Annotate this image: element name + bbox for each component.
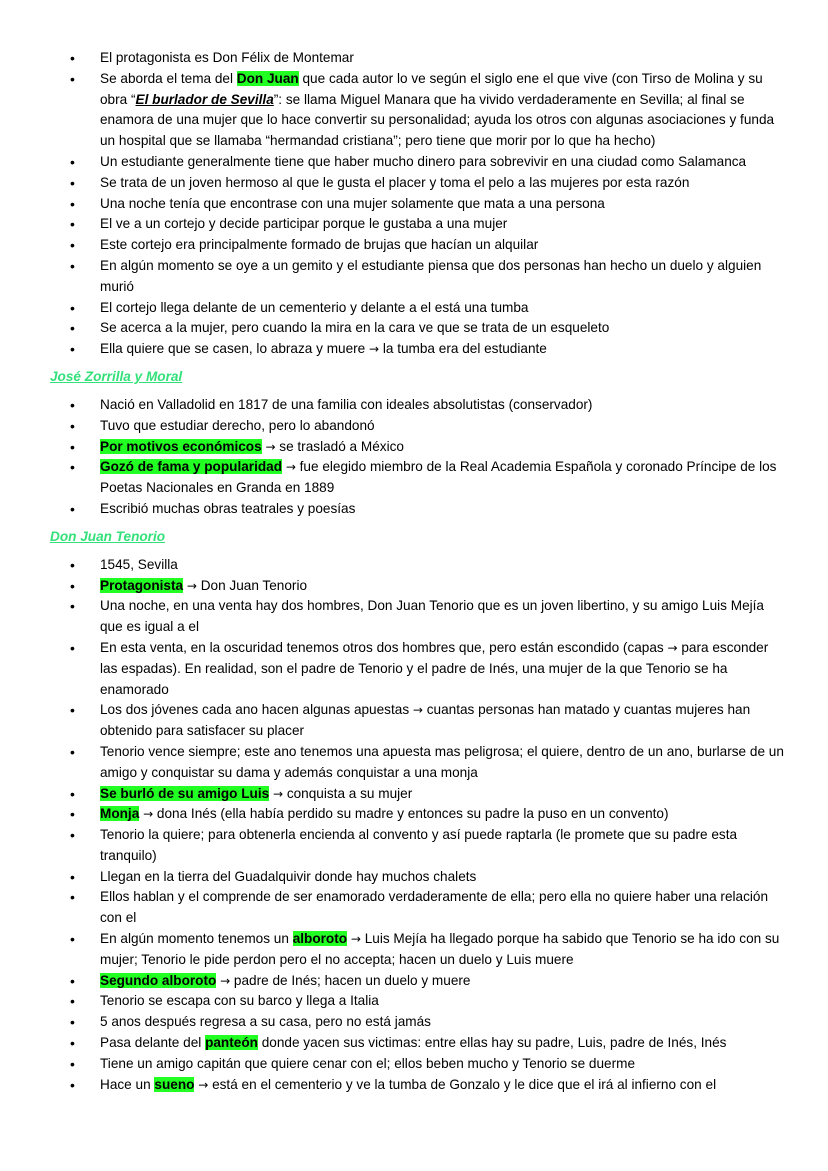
text-run: 1545, Sevilla	[100, 556, 178, 572]
text-run: que cada autor lo ve según el siglo ene el que vive (con Tirso de Molina y su obra “	[100, 70, 763, 107]
text-run: Don Juan Tenorio	[196, 577, 308, 593]
text-run: conquista a su mujer	[283, 785, 413, 801]
highlighted-term: Segundo alboroto	[100, 972, 217, 988]
bullet-list-don-felix	[70, 48, 788, 360]
text-run: En esta venta, en la oscuridad tenemos otros dos hombres que, pero están escondido (capas	[100, 639, 668, 655]
highlighted-term: panteón	[205, 1035, 258, 1051]
text-run: está en el cementerio y ve la tumba de Gonzalo y le dice que el irá al infierno con el	[208, 1076, 717, 1092]
list-item	[70, 555, 788, 576]
text-run: El cortejo llega delante de un cementerio y delante a el está una tumba	[100, 299, 529, 315]
text-run: dona Inés (ella había perdido su madre y entonces su padre la puso en un convento)	[153, 806, 669, 822]
list-item	[70, 416, 788, 437]
text-run: Tenorio vence siempre; este ano tenemos una apuesta mas peligrosa; el quiere, dentro de un ano, burlarse de un amigo y conquistar su dama y además conquistar a una monja	[100, 743, 784, 780]
list-item	[70, 1075, 788, 1096]
arrow-right-icon: →	[412, 703, 423, 718]
text-run: Un estudiante generalmente tiene que haber mucho dinero para sobrevivir en una ciudad como Salamanca	[100, 153, 747, 169]
list-item	[70, 395, 788, 416]
bullet-list-tenorio	[70, 555, 788, 1096]
highlighted-term: sueno	[154, 1076, 195, 1092]
text-run: Una noche, en una venta hay dos hombres, Don Juan Tenorio que es un joven libertino, y su amigo Luis Mejía que es igual a el	[100, 598, 764, 635]
text-run: Tuvo que estudiar derecho, pero lo abandonó	[100, 417, 375, 433]
heading-don-juan-tenorio: Don Juan Tenorio	[50, 528, 166, 544]
text-run: ”: se llama Miguel Manara que ha vivido verdaderamente en Sevilla; al final se enamora de una mujer que lo hace convertir su personalidad; ayuda los otros con algunas asociaciones y funda un hospital que se llamaba “hermandad cristiana”; pero tiene que morir por lo que ha hecho)	[100, 91, 775, 149]
highlighted-term: Se burló de su amigo Luis	[100, 785, 270, 801]
text-run: El protagonista es Don Félix de Montemar	[100, 50, 354, 65]
arrow-right-icon: →	[667, 640, 678, 655]
text-run: para esconder las espadas). En realidad, son el padre de Tenorio y el padre de Inés, una mujer de la que Tenorio se ha enamorado	[100, 639, 769, 697]
text-run: donde yacen sus victimas: entre ellas hay su padre, Luis, padre de Inés, Inés	[257, 1035, 727, 1051]
heading-jose-zorrilla: José Zorrilla y Moral	[50, 368, 183, 384]
list-item	[70, 235, 788, 256]
list-item	[70, 804, 788, 825]
text-run: la tumba era del estudiante	[379, 341, 547, 357]
text-run: Pasa delante del	[100, 1035, 206, 1051]
highlighted-term: Don Juan	[236, 70, 299, 86]
text-run: Escribió muchas obras teatrales y poesías	[100, 500, 356, 516]
list-item	[70, 742, 788, 784]
list-item	[70, 971, 788, 992]
arrow-right-icon: →	[220, 973, 231, 988]
text-run: Llegan en la tierra del Guadalquivir donde hay muchos chalets	[100, 868, 477, 884]
highlighted-term: alboroto	[292, 931, 348, 947]
highlighted-term: Gozó de fama y popularidad	[100, 459, 283, 475]
list-item	[70, 318, 788, 339]
list-item	[70, 991, 788, 1012]
text-run: Se acerca a la mujer, pero cuando la mira en la cara ve que se trata de un esqueleto	[100, 320, 610, 336]
list-item	[70, 825, 788, 867]
text-run: Hace un	[100, 1076, 155, 1092]
list-item	[70, 700, 788, 742]
arrow-right-icon: →	[272, 786, 284, 801]
list-item	[70, 152, 788, 173]
list-item	[70, 576, 788, 597]
list-item	[70, 194, 788, 215]
list-item	[70, 1054, 788, 1075]
arrow-right-icon: →	[285, 460, 296, 475]
list-item	[70, 867, 788, 888]
text-run: Luis Mejía ha llegado porque ha sabido que Tenorio se ha ido con su mujer; Tenorio le pide perdon pero el no accepta; hacen un duelo y Luis muere	[100, 931, 780, 967]
highlighted-term: Monja	[100, 806, 140, 822]
list-item	[70, 1012, 788, 1033]
arrow-right-icon: →	[186, 578, 197, 593]
text-run: Tenorio se escapa con su barco y llega a Italia	[100, 993, 379, 1009]
text-run: Ellos hablan y el comprende de ser enamorado verdaderamente de ella; pero ella no quiere haber una relación con el	[100, 889, 769, 926]
list-item	[70, 499, 788, 520]
text-run: En algún momento tenemos un	[100, 931, 293, 947]
list-item	[70, 887, 788, 929]
list-item	[70, 596, 788, 638]
text-run: padre de Inés; hacen un duelo y muere	[230, 972, 471, 988]
text-run: Nació en Valladolid en 1817 de una familia con ideales absolutistas (conservador)	[100, 396, 593, 412]
arrow-right-icon: →	[265, 439, 276, 454]
list-item	[70, 173, 788, 194]
list-item	[70, 638, 788, 700]
arrow-right-icon: →	[369, 342, 380, 357]
list-item	[70, 69, 788, 152]
work-title: El burlador de Sevilla	[135, 91, 274, 107]
text-run: Una noche tenía que encontrase con una mujer solamente que mata a una persona	[100, 195, 605, 211]
text-run: fue elegido miembro de la Real Academia Española y coronado Príncipe de los Poetas Nacionales en Granda en 1889	[100, 459, 777, 496]
arrow-right-icon: →	[198, 1077, 209, 1092]
text-run: Se trata de un joven hermoso al que le gusta el placer y toma el pelo a las mujeres por esta razón	[100, 174, 690, 190]
list-item	[70, 457, 788, 499]
text-run: En algún momento se oye a un gemito y el estudiante piensa que dos personas han hecho un duelo y alguien murió	[100, 257, 762, 294]
arrow-right-icon: →	[143, 807, 154, 822]
list-item	[70, 256, 788, 298]
highlighted-term: Protagonista	[100, 577, 184, 593]
text-run: 5 anos después regresa a su casa, pero no está jamás	[100, 1014, 431, 1030]
list-item	[70, 48, 788, 69]
list-item	[70, 1033, 788, 1054]
text-run: El ve a un cortejo y decide participar porque le gustaba a una mujer	[100, 216, 508, 232]
text-run: se trasladó a México	[275, 438, 404, 454]
text-run: Tiene un amigo capitán que quiere cenar con el; ellos beben mucho y Tenorio se duerme	[100, 1055, 636, 1071]
text-run: Los dos jóvenes cada ano hacen algunas apuestas	[100, 702, 413, 718]
list-item	[70, 214, 788, 235]
list-item	[70, 784, 788, 805]
bullet-list-zorrilla	[70, 395, 788, 520]
list-item	[70, 437, 788, 458]
highlighted-term: Por motivos económicos	[100, 438, 262, 454]
text-run: Ella quiere que se casen, lo abraza y muere	[100, 341, 370, 357]
list-item	[70, 929, 788, 971]
text-run: Este cortejo era principalmente formado de brujas que hacían un alquilar	[100, 237, 539, 253]
arrow-right-icon: →	[350, 932, 361, 947]
list-item	[70, 298, 788, 319]
text-run: cuantas personas han matado y cuantas mujeres han obtenido para satisfacer su placer	[100, 702, 751, 739]
text-run: Se aborda el tema del	[100, 70, 237, 86]
text-run: Tenorio la quiere; para obtenerla encienda al convento y así puede raptarla (le promete que su padre esta tranquilo)	[100, 827, 738, 863]
list-item	[70, 339, 788, 360]
